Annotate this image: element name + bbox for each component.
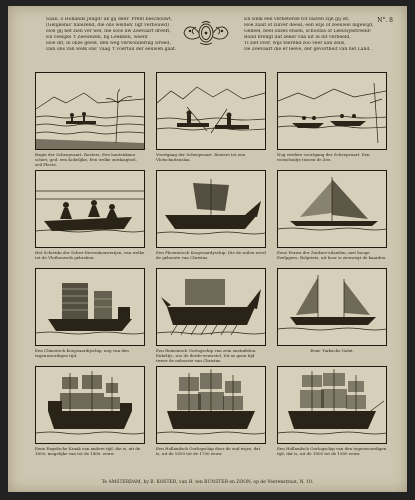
panel-caption: Een Hollandsch Oorlogschip van den tegenwoordigen tijd, dat is, uit de 1800 tot de 1900 eeuw. (277, 446, 387, 456)
panel-caption: Een Phoenicisch Koopvaardyschip. Die de zeilen werd de geboorte van Christus. (156, 250, 266, 260)
illustration-row (35, 72, 387, 170)
illustration-row (35, 268, 387, 366)
panel-canoes (277, 72, 387, 170)
panel-caption: Begin der Scheepvaart, Roeiers; Een houtenkano-schiet, ged. een Kokelijke, Een welke ontdaagtsel, zeil Plecte. (35, 152, 137, 166)
intro-verse-left (46, 17, 204, 52)
verse-line: Rond brengt dat zeker van uit in dit verbeeld, (244, 34, 351, 40)
panel-caption: Eene Engelsche Kraak van andere tijd, die is, uit de 1600, mogelijke van tot de 1400. eeuw. (35, 446, 141, 456)
chinese-junk-illustration (35, 268, 145, 346)
illustration-row (35, 170, 387, 268)
turkish-galley-illustration (277, 268, 387, 346)
panel-caption: Nog verdere voortgang der Scheepvaart. Een roeischuitje tussen de Zee. (277, 152, 370, 162)
panel-south-sea-proa (277, 170, 387, 268)
boat-builders-illustration (35, 170, 145, 248)
panel-chinese-junk (35, 268, 145, 366)
verse-line: De Zeevaart die er leeve, der gevortheit van het Land. (244, 46, 371, 52)
verse-line: Tl ziet over, wijs teerend zoo veer aan zeils, (244, 40, 346, 46)
panel-turkish-galley (277, 268, 387, 366)
modern-dutch-warship-illustration (277, 366, 387, 444)
intro-verse-right (244, 17, 402, 52)
english-carrack-illustration (35, 366, 145, 444)
panel-caption: Eene Prauw der Zuidzee-eilanden, met hooge Ezelpgevs, Bolpstrie, uit hoor is zienwegt de kaarden. (277, 250, 387, 260)
panel-phoenician-ship (156, 170, 266, 268)
panel-caption: Een Hollandsch Oorlogschip door de oud wijze, dat is, uit de 1650 tot de 1700 eeuw. (156, 446, 261, 456)
south-sea-proa-illustration (277, 170, 387, 248)
illustration-row (35, 366, 387, 464)
verse-line: Hoe gij het zien ver wel, die soos uw Zeevaart dreeft, (46, 28, 171, 34)
panel-caption: Voortgang der Scheepvaart. Roeiers tot een Vlotschuitenslaa. (156, 152, 246, 162)
verse-line: (Gelijkenis' nalezend, die ons welden' ligt verbouwd) (46, 22, 170, 28)
verse-line: Dan ons van welk ons' vaag 't voertuil der eeuwen gaat. (46, 46, 177, 52)
verse-line: En veelijks 't Zeewezen, bij Leekken, weent (46, 34, 148, 40)
sheet-number: N°. 8 (377, 17, 393, 24)
verse-line: Hoe dit, in onze geest, den weg verwondering wreed, (46, 40, 171, 46)
panel-caption: Het Schietdn der Schee-Dievenbouwerijen, van welke tot de Vlotbouwels gebroken. (35, 250, 145, 260)
verse-line: Geheel, heel onzes ensen, schoonis of Leeuwjestreeld! (244, 28, 372, 34)
verse-line: Saali, ö Hollands Jeugd! ak gij deez' Prent beschouwt, (46, 17, 173, 22)
print-sheet (8, 6, 407, 492)
panel-modern-dutch-warship (277, 366, 387, 464)
panel-raft-bathers (35, 72, 145, 170)
panel-caption: Een Romeinsch Oorlogschip van zein onstuifelen. Enkeltje, zoo de derde-eeuwstel, Dit as geen tijd tweer de geboorte van Christus. (156, 348, 257, 362)
publisher-imprint: Te AMSTERDAM, by B. KOSTER, van H. ten BUNSTER en ZOON, op de Veerenstraat, N. 10. (101, 480, 314, 485)
verse-line: En welk een verbeterde tot Haven zijn gij ist, (244, 17, 350, 22)
raft-with-bathers-illustration (35, 72, 145, 150)
panel-rowers-rafts (156, 72, 266, 170)
phoenician-merchant-ship-illustration (156, 170, 266, 248)
rowers-on-rafts-illustration (156, 72, 266, 150)
panel-boat-builders (35, 170, 145, 268)
panel-english-carrack (35, 366, 145, 464)
ornament-emblem-icon (182, 19, 230, 47)
panel-caption: Een Chineesch Koopvaardijschip, nog van den tegenwoordigen tijd. (35, 348, 129, 358)
illustration-grid (35, 72, 387, 464)
canoes-illustration (277, 72, 387, 150)
old-dutch-warship-illustration (156, 366, 266, 444)
panel-old-dutch-warship (156, 366, 266, 464)
verse-line: Hoe zaalt of zuiver deess, een wijs of zeeuwel ingewijd, (244, 22, 374, 28)
panel-caption: Eene Turksche Galei. (310, 348, 354, 353)
panel-roman-galley (156, 268, 266, 366)
roman-war-galley-illustration (156, 268, 266, 346)
